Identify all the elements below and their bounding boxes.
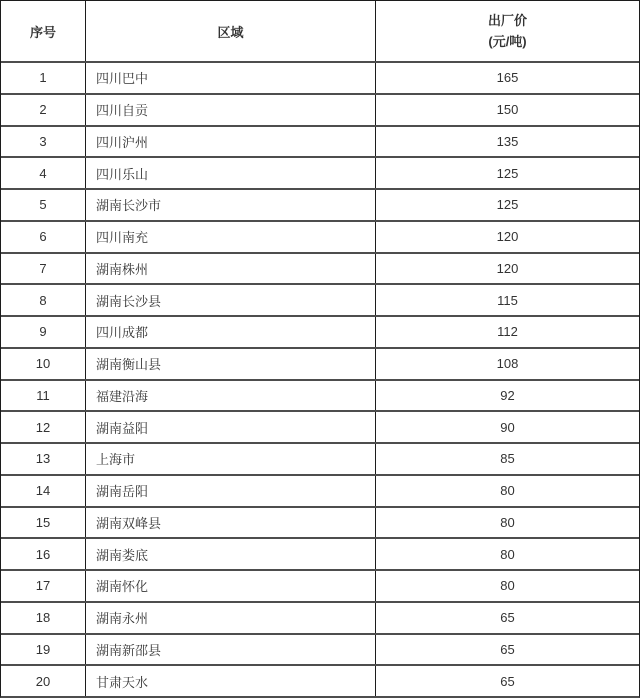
table-row bbox=[1, 444, 639, 476]
row-index-cell: 17 bbox=[1, 571, 86, 601]
table-row bbox=[1, 381, 639, 413]
col-header-index: 序号 bbox=[1, 1, 86, 61]
row-index-cell: 9 bbox=[1, 317, 86, 347]
table-row bbox=[1, 127, 639, 159]
row-index-cell: 11 bbox=[1, 381, 86, 411]
table-row bbox=[1, 412, 639, 444]
row-region-cell: 四川南充 bbox=[86, 222, 376, 252]
row-price-cell: 80 bbox=[500, 514, 515, 530]
row-price-cell: 80 bbox=[500, 578, 515, 594]
row-price-cell: 165 bbox=[496, 70, 519, 86]
row-price-cell: 80 bbox=[500, 483, 515, 499]
row-index-cell: 13 bbox=[1, 444, 86, 474]
col-header-price-line1: 出厂价 bbox=[487, 13, 527, 28]
row-price-cell: 112 bbox=[497, 324, 518, 340]
table-row bbox=[1, 666, 639, 696]
row-index-cell: 1 bbox=[1, 63, 86, 93]
row-region-cell: 湖南岳阳 bbox=[86, 476, 376, 506]
table-row bbox=[1, 95, 639, 127]
row-index-cell: 10 bbox=[1, 349, 86, 379]
row-index-cell: 4 bbox=[1, 158, 86, 188]
row-price-cell: 115 bbox=[497, 292, 518, 308]
table-row bbox=[1, 254, 639, 286]
row-region-cell: 四川沪州 bbox=[86, 127, 376, 157]
row-region-cell: 福建沿海 bbox=[86, 381, 376, 411]
row-index-cell: 8 bbox=[1, 285, 86, 315]
row-region-cell: 甘肃天水 bbox=[86, 666, 376, 696]
row-index-cell: 6 bbox=[1, 222, 86, 252]
row-price-cell: 125 bbox=[496, 197, 519, 213]
row-region-cell: 湖南衡山县 bbox=[86, 349, 376, 379]
row-region-cell: 四川成都 bbox=[86, 317, 376, 347]
row-index-cell: 2 bbox=[1, 95, 86, 125]
row-region-cell: 四川巴中 bbox=[86, 63, 376, 93]
row-region-cell: 湖南益阳 bbox=[86, 412, 376, 442]
row-region-cell: 四川乐山 bbox=[86, 158, 376, 188]
row-price-cell: 135 bbox=[496, 133, 519, 149]
row-region-cell: 湖南长沙县 bbox=[86, 285, 376, 315]
table-row bbox=[1, 222, 639, 254]
table-row bbox=[1, 349, 639, 381]
row-region-cell: 湖南怀化 bbox=[86, 571, 376, 601]
col-header-region: 区域 bbox=[86, 1, 376, 61]
row-price-cell: 120 bbox=[496, 260, 519, 276]
row-index-cell: 5 bbox=[1, 190, 86, 220]
table-row bbox=[1, 539, 639, 571]
row-price-cell: 92 bbox=[500, 387, 515, 403]
row-price-cell: 125 bbox=[496, 165, 519, 181]
table-row bbox=[1, 63, 639, 95]
table-row bbox=[1, 603, 639, 635]
row-index-cell: 20 bbox=[1, 666, 86, 696]
row-index-cell: 7 bbox=[1, 254, 86, 284]
row-price-cell: 108 bbox=[496, 356, 519, 372]
row-region-cell: 湖南长沙市 bbox=[86, 190, 376, 220]
table-row bbox=[1, 158, 639, 190]
row-price-cell: 65 bbox=[500, 610, 515, 626]
table-row bbox=[1, 635, 639, 667]
row-index-cell: 18 bbox=[1, 603, 86, 633]
row-price-cell: 150 bbox=[496, 102, 519, 118]
table-row bbox=[1, 317, 639, 349]
row-index-cell: 3 bbox=[1, 127, 86, 157]
row-index-cell: 15 bbox=[1, 508, 86, 538]
table-row bbox=[1, 508, 639, 540]
table-row bbox=[1, 571, 639, 603]
col-header-price bbox=[376, 1, 639, 61]
row-index-cell: 12 bbox=[1, 412, 86, 442]
row-price-cell: 120 bbox=[496, 229, 519, 245]
row-index-cell: 19 bbox=[1, 635, 86, 665]
row-price-cell: 80 bbox=[500, 546, 515, 562]
col-header-price-line2: (元/吨) bbox=[488, 34, 527, 49]
row-region-cell: 湖南株州 bbox=[86, 254, 376, 284]
row-price-cell: 65 bbox=[500, 641, 515, 657]
row-price-cell: 90 bbox=[500, 419, 515, 435]
table-row bbox=[1, 190, 639, 222]
row-price-cell: 85 bbox=[500, 451, 515, 467]
row-region-cell: 湖南娄底 bbox=[86, 539, 376, 569]
row-region-cell: 湖南双峰县 bbox=[86, 508, 376, 538]
table-row bbox=[1, 285, 639, 317]
row-region-cell: 四川自贡 bbox=[86, 95, 376, 125]
row-index-cell: 16 bbox=[1, 539, 86, 569]
row-region-cell: 上海市 bbox=[86, 444, 376, 474]
row-price-cell: 65 bbox=[500, 673, 515, 689]
row-index-cell: 14 bbox=[1, 476, 86, 506]
row-region-cell: 湖南永州 bbox=[86, 603, 376, 633]
row-region-cell: 湖南新邵县 bbox=[86, 635, 376, 665]
table-row bbox=[1, 476, 639, 508]
table-header-row bbox=[1, 1, 639, 63]
